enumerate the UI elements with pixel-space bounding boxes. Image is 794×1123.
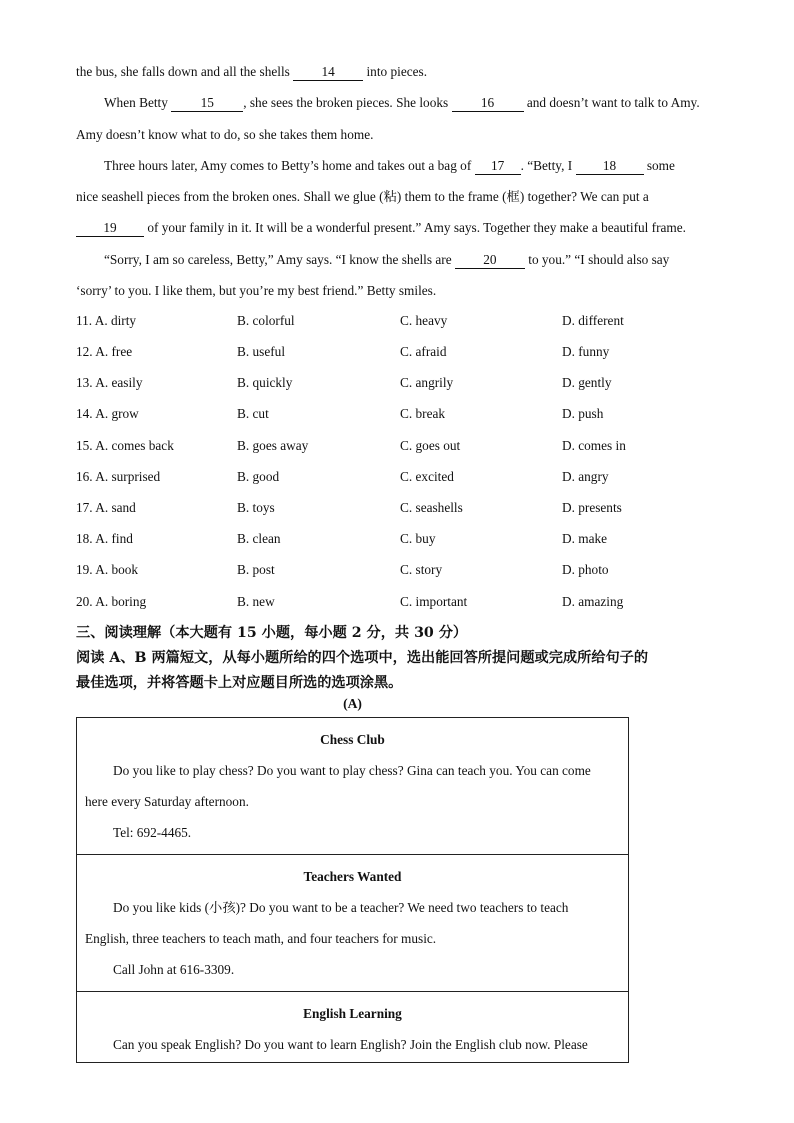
option-b[interactable]: B. quickly	[237, 375, 293, 390]
blank-16[interactable]: 16	[452, 95, 524, 112]
option-c[interactable]: C. heavy	[400, 313, 448, 328]
option-d[interactable]: D. funny	[562, 344, 610, 359]
option-c[interactable]: C. excited	[400, 469, 454, 484]
option-d[interactable]: D. push	[562, 406, 604, 421]
option-a[interactable]: 19. A. book	[76, 562, 139, 577]
passage-line: nice seashell pieces from the broken ones. Shall we glue (粘) them to the frame (框) together? We can put a	[76, 189, 649, 205]
ads-table	[76, 717, 629, 1063]
option-a[interactable]: 20. A. boring	[76, 594, 147, 609]
ad-body: Do you like to play chess? Do you want to play chess? Gina can teach you. You can come here every Saturday afternoon. Tel: 692-4465.	[85, 763, 591, 840]
question-15-options	[76, 438, 736, 458]
blank-18[interactable]: 18	[576, 158, 644, 175]
blank-20[interactable]: 20	[455, 252, 525, 269]
option-b[interactable]: B. colorful	[237, 313, 295, 328]
section-instruction: 阅读 A、B 两篇短文，从每小题所给的四个选项中，选出能回答所提问题或完成所给句子的	[76, 650, 649, 666]
ad-title: English Learning	[303, 1006, 402, 1021]
passage-line: When Betty 15 , she sees the broken pieces. She looks 16 and doesn’t want to talk to Amy.	[104, 95, 700, 111]
option-d[interactable]: D. photo	[562, 562, 609, 577]
passage-line: 19 of your family in it. It will be a wonderful present.” Amy says. Together they make a beautiful frame.	[76, 212, 718, 243]
question-14-options	[76, 406, 736, 426]
option-b[interactable]: B. clean	[237, 531, 281, 546]
option-a[interactable]: 15. A. comes back	[76, 438, 174, 453]
question-12-options	[76, 344, 736, 364]
option-b[interactable]: B. useful	[237, 344, 286, 359]
ad-body: Do you like kids (小孩)? Do you want to be a teacher? We need two teachers to teach English, three teachers to teach math, and four teachers for music. Call John at 616-3309.	[85, 900, 569, 977]
option-d[interactable]: D. angry	[562, 469, 609, 484]
option-a[interactable]: 16. A. surprised	[76, 469, 161, 484]
ad-body: Can you speak English? Do you want to learn English? Join the English club now. Please	[113, 1037, 588, 1052]
ad-chess-club	[77, 718, 628, 855]
option-a[interactable]: 14. A. grow	[76, 406, 139, 421]
passage-line: ‘sorry’ to you. I like them, but you’re my best friend.” Betty smiles.	[76, 283, 437, 299]
option-c[interactable]: C. angrily	[400, 375, 454, 390]
ad-title: Teachers Wanted	[303, 869, 402, 884]
section-instruction-cont: 最佳选项，并将答题卡上对应题目所选的选项涂黑。	[76, 675, 403, 691]
cloze-passage	[76, 56, 718, 306]
option-a[interactable]: 18. A. find	[76, 531, 133, 546]
option-d[interactable]: D. make	[562, 531, 608, 546]
blank-15[interactable]: 15	[171, 95, 243, 112]
question-20-options	[76, 594, 736, 614]
passage-line: “Sorry, I am so careless, Betty,” Amy says. “I know the shells are 20 to you.” “I should also say	[104, 251, 670, 267]
option-a[interactable]: 13. A. easily	[76, 375, 143, 390]
option-b[interactable]: B. cut	[237, 406, 269, 421]
passage-line: Amy doesn’t know what to do, so she takes them home.	[76, 126, 374, 142]
ad-teachers-wanted	[77, 855, 628, 992]
option-d[interactable]: D. presents	[562, 500, 622, 515]
blank-19[interactable]: 19	[76, 220, 144, 237]
option-c[interactable]: C. seashells	[400, 500, 463, 515]
question-17-options	[76, 500, 736, 520]
blank-14[interactable]: 14	[293, 64, 363, 81]
option-c[interactable]: C. story	[400, 562, 443, 577]
ad-english-learning	[77, 992, 628, 1062]
question-18-options	[76, 531, 736, 551]
passage-label: (A)	[343, 696, 362, 711]
blank-17[interactable]: 17	[475, 158, 521, 175]
option-b[interactable]: B. new	[237, 594, 275, 609]
ad-title: Chess Club	[320, 732, 385, 747]
option-b[interactable]: B. goes away	[237, 438, 309, 453]
question-16-options	[76, 469, 736, 489]
option-a[interactable]: 11. A. dirty	[76, 313, 137, 328]
option-c[interactable]: C. afraid	[400, 344, 447, 359]
section-heading: 三、阅读理解（本大题有 15 小题，每小题 2 分，共 30 分）	[76, 625, 468, 641]
option-b[interactable]: B. good	[237, 469, 280, 484]
question-11-options	[76, 313, 736, 333]
option-d[interactable]: D. gently	[562, 375, 612, 390]
option-a[interactable]: 12. A. free	[76, 344, 133, 359]
question-19-options	[76, 562, 736, 582]
option-c[interactable]: C. important	[400, 594, 468, 609]
option-b[interactable]: B. post	[237, 562, 275, 577]
question-13-options	[76, 375, 736, 395]
option-c[interactable]: C. break	[400, 406, 446, 421]
passage-line: Three hours later, Amy comes to Betty’s home and takes out a bag of 17 . “Betty, I 18 some	[104, 157, 675, 173]
option-a[interactable]: 17. A. sand	[76, 500, 136, 515]
option-d[interactable]: D. comes in	[562, 438, 626, 453]
option-b[interactable]: B. toys	[237, 500, 275, 515]
option-c[interactable]: C. goes out	[400, 438, 461, 453]
option-d[interactable]: D. amazing	[562, 594, 624, 609]
option-d[interactable]: D. different	[562, 313, 624, 328]
option-c[interactable]: C. buy	[400, 531, 436, 546]
passage-line: the bus, she falls down and all the shells 14 into pieces.	[76, 64, 428, 79]
